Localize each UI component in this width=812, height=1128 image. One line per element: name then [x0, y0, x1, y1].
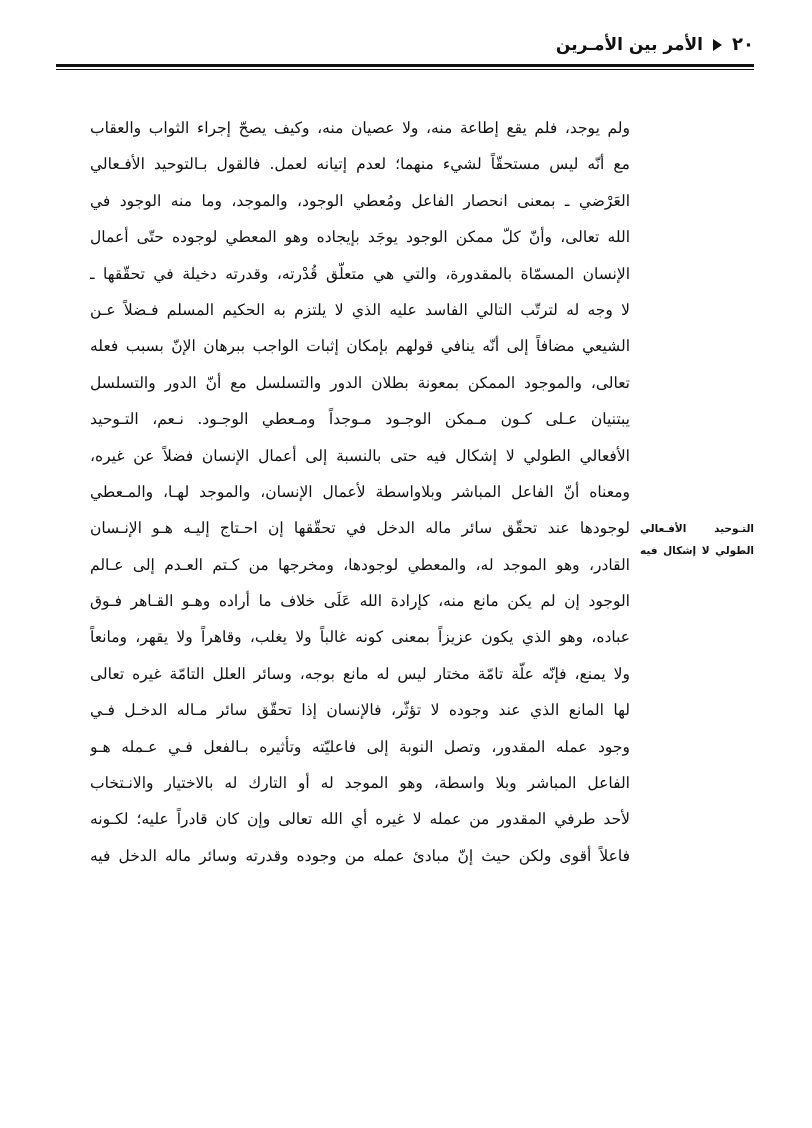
body-line: الوجود إن لم يكن مانع منه، كإرادة الله عَلَى خلاف ما أراده وهـو القـاهر فـوق [90, 592, 630, 611]
body-line: لا وجه له لترتّب التالي الفاسد عليه الذي لا يلتزم به الحكيم المسلم فـضلاً عـن [90, 300, 630, 319]
body-line: الفاعل المباشر وبلا واسطة، وهو الموجد له أو التارك له بالاختيار والانـتخاب [90, 774, 630, 793]
body-line: فاعلاً أقوى ولكن حيث إنّ مبادئ عمله من وجوده وقدرته وسائر ماله الدخل فيه [90, 846, 630, 865]
body-line: العَرْضي ـ بمعنى انحصار الفاعل ومُعطي الوجود، والموجد، وما منه الوجود في [90, 191, 630, 210]
margin-note-line: الطولي لا إشكال فيه [640, 545, 754, 557]
body-line: مع أنّه ليس مستحقّاً لشيء منهما؛ لعدم إتيانه لعمل. فالقول بـالتوحيد الأفـعالي [90, 155, 630, 174]
body-line: لوجودها عند تحقّق سائر ماله الدخل في تحقّقها إن احـتاج إليـه هـو الإنـسان [90, 519, 630, 538]
triangle-marker-icon [713, 39, 722, 51]
body-line: القادر، وهو الموجد له، والمعطي لوجودها، ومخرجها من كـتم العـدم إلى عـالم [90, 555, 630, 574]
header-title: الأمر بين الأمـرين [555, 34, 704, 55]
margin-note [640, 518, 754, 562]
body-line: الشيعي مضافاً إلى أنّه ينافي قولهم بإمكان إثبات الواجب ببرهان الإنّ بسبب فعله [90, 337, 630, 356]
margin-note-line: التـوحيد الأفـعالي [640, 523, 754, 535]
body-line: لأحد طرفي المقدور من عمله لا غيره أي الله تعالى وإن كان قادراً عليه؛ لكـونه [90, 810, 630, 829]
header-rule-thick [56, 64, 754, 67]
body-line: تعالى، والموجود الممكن بمعونة بطلان الدور والتسلسل مع أنّ الدور والتسلسل [90, 373, 630, 392]
body-line: وجود عمله المقدور، وتصل النوبة إلى فاعليّته وتأثيره بـالفعل فـي عـمله هـو [90, 737, 630, 756]
body-line: لها المانع الذي عند وجوده لا تؤثّر، فالإنسان إذا تحقّق سائر مـاله الدخـل فـي [90, 701, 630, 720]
body-line: ولا يمنع، فإنّه علّة تامّة مختار ليس له مانع بوجه، وسائر العلل التامّة غيره تعالى [90, 664, 630, 683]
header-group [556, 34, 754, 55]
body-line: ومعناه أنّ الفاعل المباشر وبلاواسطة لأعمال الإنسان، والموجد لهـا، والمـعطي [90, 482, 630, 501]
body-line: الأفعالي الطولي لا إشكال فيه حتى بالنسبة إلى أعمال الإنسان فضلاً عن غيره، [90, 446, 630, 465]
body-line: ولم يوجد، فلم يقع إطاعة منه، ولا عصيان منه، وكيف يصحّ إجراء الثواب والعقاب [90, 119, 630, 137]
body-line: يبتنيان عـلى كـون مـمكن الوجـود مـوجداً ومـعطي الوجـود. نـعم، التـوحيد [90, 410, 630, 429]
body-text [90, 110, 630, 874]
page-number: ٢٠ [732, 34, 754, 55]
running-header [56, 30, 754, 66]
body-line: الإنسان المسمّاة بالمقدورة، والتي هي متعلّق قُدْرته، وقدرته دخيلة في تحقّقها ـ [90, 264, 630, 283]
header-rule-thin [56, 69, 754, 70]
body-line: الله تعالى، وأنّ كلّ ممكن الوجود يوجَد بإيجاده وهو المعطي لوجوده حتّى أعمال [90, 228, 630, 247]
body-line: عباده، وهو الذي يكون عزيزاً بمعنى كونه غالباً ولا يغلب، وقاهراً ولا يقهر، ومانعاً [90, 628, 630, 647]
